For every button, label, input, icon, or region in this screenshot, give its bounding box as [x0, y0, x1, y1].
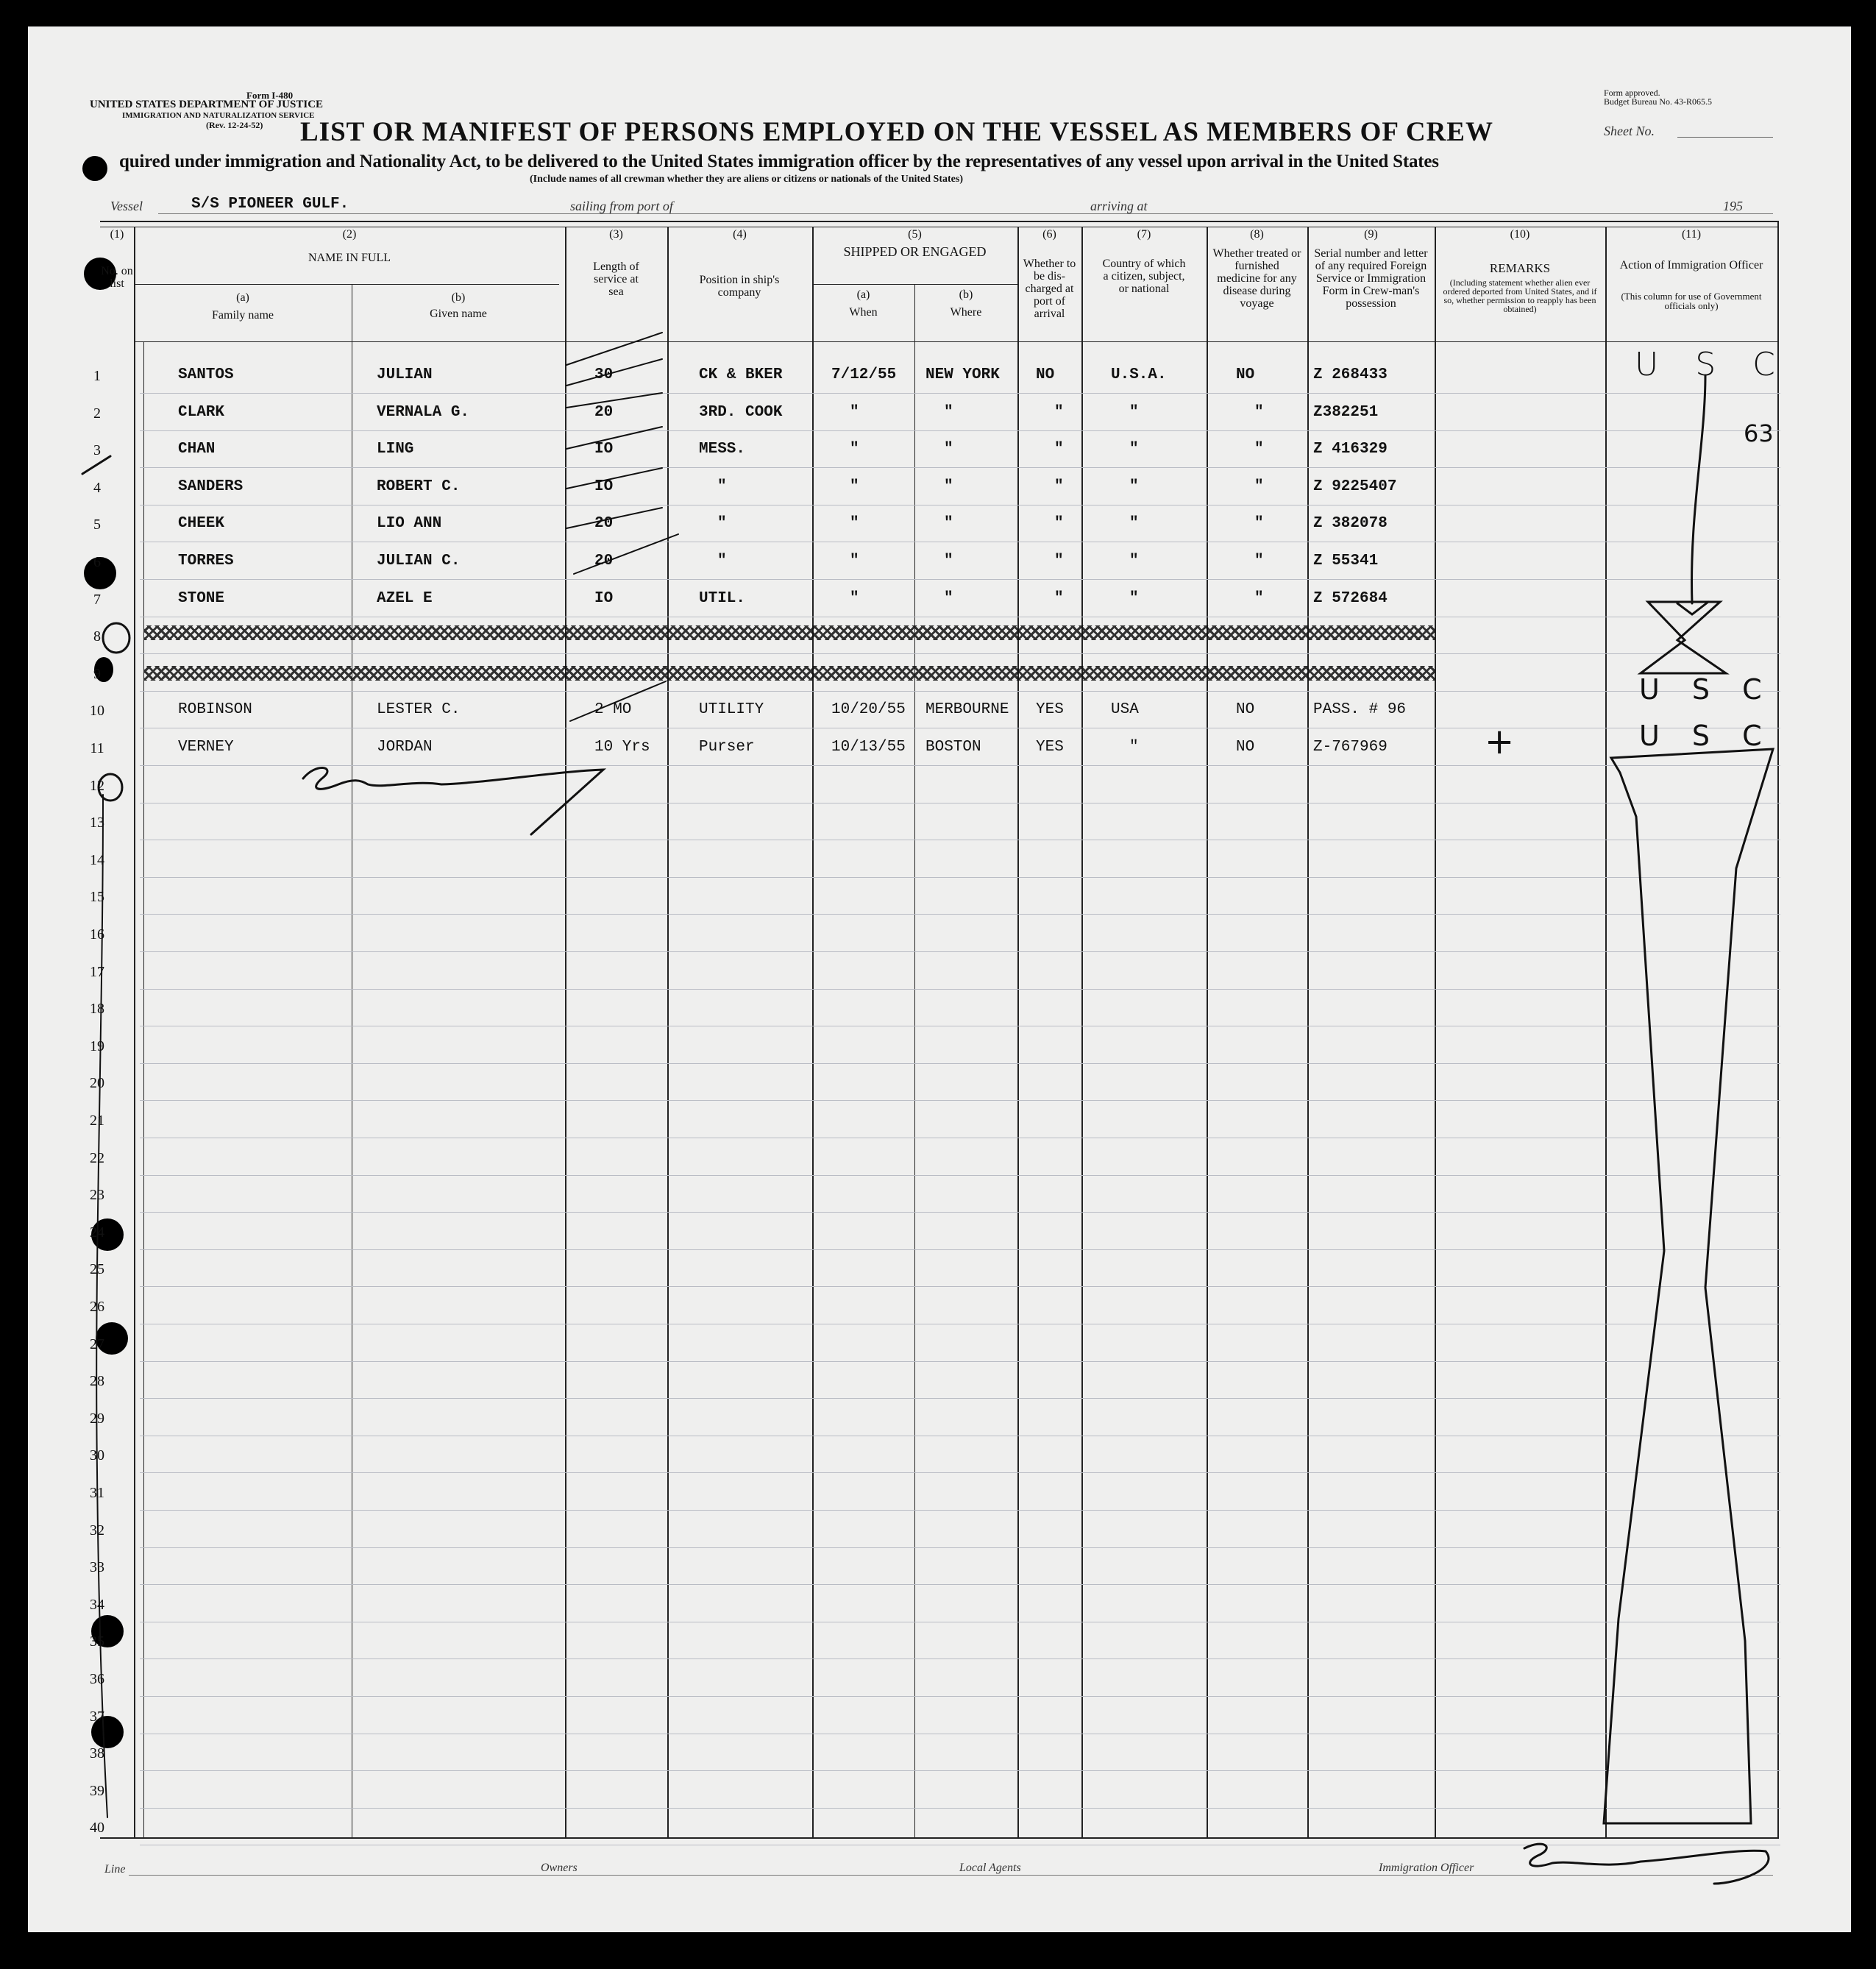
crew-position: " [717, 478, 727, 495]
crew-discharged: " [1054, 589, 1064, 607]
line-number: 36 [90, 1671, 104, 1687]
line-number: 23 [90, 1187, 104, 1204]
cross-mark: + [1485, 721, 1515, 762]
line-number: 13 [90, 815, 104, 831]
crew-given-name: JULIAN [377, 366, 433, 383]
crew-shipped-when: " [850, 515, 859, 533]
crew-family-name: CHAN [178, 441, 216, 458]
crew-discharged: " [1054, 553, 1064, 570]
col-8-number: (8) [1250, 228, 1264, 241]
col-2-number: (2) [342, 228, 357, 241]
col-6-header: Whether to be dis-charged at port of arrival [1023, 258, 1076, 320]
col-7-number: (7) [1137, 228, 1151, 241]
crew-discharged: " [1054, 441, 1064, 458]
line-number: 40 [90, 1820, 104, 1837]
line-number: 1 [93, 368, 101, 384]
crew-length-of-service: IO [594, 441, 614, 458]
col-4-header: Position in ship's company [699, 274, 780, 299]
col-1-header: No. on list [101, 265, 133, 290]
crew-medicine: " [1254, 478, 1264, 495]
line-number: 28 [90, 1373, 104, 1390]
footer-line-label: Line [104, 1863, 126, 1876]
line-number: 32 [90, 1522, 104, 1539]
crew-medicine: " [1254, 515, 1264, 533]
crew-country: " [1129, 478, 1139, 495]
col-10-number: (10) [1510, 228, 1530, 241]
crew-country: " [1129, 403, 1139, 421]
line-number: 18 [90, 1001, 104, 1018]
crew-country: " [1129, 739, 1139, 756]
crew-serial-number: Z 416329 [1313, 441, 1388, 458]
line-number: 19 [90, 1037, 104, 1054]
col-11-note: (This column for use of Government officials only) [1621, 291, 1762, 311]
vessel-label: Vessel [110, 199, 143, 213]
col-5b-number: (b) [959, 288, 973, 301]
crew-given-name: JORDAN [377, 739, 433, 756]
crew-medicine: NO [1236, 739, 1255, 756]
col-5b-header: Where [950, 306, 982, 319]
crew-shipped-where: " [944, 403, 953, 421]
line-number: 25 [90, 1261, 104, 1278]
vessel-name: S/S PIONEER GULF. [191, 196, 349, 213]
line-number: 6 [93, 554, 101, 570]
page-subtitle: quired under immigration and Nationality Act, to be delivered to the United States immigration officer by the representatives of any vessel upon arrival in the United States [119, 152, 1439, 171]
budget-bureau: Budget Bureau No. 43-R065.5 [1604, 96, 1712, 107]
crew-medicine: " [1254, 441, 1264, 458]
crew-discharged: NO [1036, 366, 1055, 383]
footer-officer-label: Immigration Officer [1379, 1862, 1474, 1874]
crew-serial-number: Z 9225407 [1313, 478, 1397, 495]
footer-owners-label: Owners [541, 1862, 578, 1874]
crew-serial-number: Z 572684 [1313, 589, 1388, 607]
line-number: 27 [90, 1335, 104, 1352]
line-number: 17 [90, 963, 104, 980]
line-number: 24 [90, 1224, 104, 1241]
crew-position: 3RD. COOK [699, 403, 783, 421]
line-number: 8 [93, 628, 101, 645]
col-10-note: (Including statement whether alien ever ordered deported from United States, and if so, whether permission to reapply has been obtained) [1443, 277, 1597, 314]
col-5a-header: When [849, 306, 878, 319]
crew-shipped-when: " [850, 478, 859, 495]
footer-agents-label: Local Agents [959, 1862, 1021, 1874]
revision-date: (Rev. 12-24-52) [206, 120, 263, 130]
crew-medicine: NO [1236, 701, 1255, 719]
form-number: Form I-480 [246, 90, 294, 101]
crew-family-name: CHEEK [178, 515, 225, 533]
crew-medicine: NO [1236, 366, 1255, 383]
line-number: 30 [90, 1447, 104, 1464]
line-number: 20 [90, 1075, 104, 1092]
col-2a-number: (a) [236, 291, 249, 304]
col-5a-number: (a) [856, 288, 870, 301]
crew-length-of-service: 2 MO [594, 701, 632, 719]
crew-shipped-when: " [850, 589, 859, 607]
crew-shipped-where: " [944, 589, 953, 607]
line-number: 5 [93, 517, 101, 533]
col-1-number: (1) [110, 228, 124, 241]
crew-serial-number: Z-767969 [1313, 739, 1388, 756]
crew-length-of-service: 30 [594, 366, 614, 383]
crew-shipped-where: " [944, 553, 953, 570]
crew-shipped-where: " [944, 478, 953, 495]
col-4-number: (4) [733, 228, 747, 241]
line-number: 14 [90, 851, 104, 868]
crew-position: MESS. [699, 441, 746, 458]
line-number: 38 [90, 1745, 104, 1762]
col-3-header: Length of service at sea [593, 260, 639, 298]
line-number: 16 [90, 926, 104, 943]
crew-length-of-service: 20 [594, 515, 614, 533]
crew-given-name: LESTER C. [377, 701, 461, 719]
crew-family-name: STONE [178, 589, 225, 607]
usc-mark-3: U S C [1639, 720, 1774, 752]
usc-mark-1: U S C [1635, 346, 1788, 383]
line-number: 35 [90, 1633, 104, 1650]
crew-country: USA [1111, 701, 1139, 719]
crew-family-name: ROBINSON [178, 701, 252, 719]
crew-shipped-when: 10/20/55 [831, 701, 906, 719]
crew-shipped-when: 10/13/55 [831, 739, 906, 756]
line-number: 2 [93, 405, 101, 422]
arriving-label: arriving at [1090, 199, 1148, 213]
crew-shipped-where: NEW YORK [925, 366, 1000, 383]
crew-position: " [717, 515, 727, 533]
sheet-label: Sheet No. [1604, 124, 1655, 138]
line-number: 11 [90, 740, 104, 756]
crew-position: CK & BKER [699, 366, 783, 383]
crew-country: " [1129, 441, 1139, 458]
crew-discharged: YES [1036, 701, 1064, 719]
col-2a-header: Family name [212, 309, 274, 322]
crew-length-of-service: IO [594, 478, 614, 495]
crew-position: UTIL. [699, 589, 746, 607]
col-6-number: (6) [1042, 228, 1056, 241]
col-9-header: Serial number and letter of any required Foreign Service or Immigration Form in Crew-man's possession [1314, 247, 1428, 310]
crew-given-name: LIO ANN [377, 515, 442, 533]
crew-country: U.S.A. [1111, 366, 1167, 383]
crew-length-of-service: 20 [594, 553, 614, 570]
crew-position: UTILITY [699, 701, 764, 719]
line-number: 12 [90, 777, 104, 794]
crew-serial-number: Z382251 [1313, 403, 1379, 421]
department-name: UNITED STATES DEPARTMENT OF JUSTICE [90, 99, 324, 110]
crew-family-name: SANTOS [178, 366, 234, 383]
crew-country: " [1129, 589, 1139, 607]
col-2-header: NAME IN FULL [308, 252, 391, 264]
page-title: LIST OR MANIFEST OF PERSONS EMPLOYED ON THE VESSEL AS MEMBERS OF CREW [300, 117, 1493, 147]
line-number: 29 [90, 1410, 104, 1427]
crew-serial-number: Z 268433 [1313, 366, 1388, 383]
crew-medicine: " [1254, 553, 1264, 570]
crew-given-name: AZEL E [377, 589, 433, 607]
crew-discharged: " [1054, 403, 1064, 421]
page-number-annotation: 63 [1744, 419, 1774, 447]
crew-shipped-when: " [850, 441, 859, 458]
col-8-header: Whether treated or furnished medicine for any disease during voyage [1212, 247, 1301, 310]
col-3-number: (3) [609, 228, 623, 241]
line-number: 37 [90, 1708, 104, 1725]
col-9-number: (9) [1364, 228, 1378, 241]
crew-discharged: " [1054, 478, 1064, 495]
crew-given-name: JULIAN C. [377, 553, 461, 570]
crew-serial-number: Z 382078 [1313, 515, 1388, 533]
sailing-label: sailing from port of [570, 199, 673, 213]
crew-length-of-service: IO [594, 589, 614, 607]
col-2b-header: Given name [430, 308, 487, 320]
line-number: 22 [90, 1149, 104, 1166]
col-2b-number: (b) [451, 291, 466, 304]
crew-given-name: VERNALA G. [377, 403, 470, 421]
crew-position: Purser [699, 739, 755, 756]
line-number: 7 [93, 591, 101, 608]
crew-family-name: TORRES [178, 553, 234, 570]
col-11-header: Action of Immigration Officer [1619, 259, 1763, 272]
crew-family-name: CLARK [178, 403, 225, 421]
include-note: (Include names of all crewman whether they are aliens or citizens or nationals of the United States) [530, 174, 963, 185]
crew-shipped-where: " [944, 515, 953, 533]
line-number: 31 [90, 1485, 104, 1501]
crew-given-name: LING [377, 441, 414, 458]
line-number: 26 [90, 1299, 104, 1315]
col-11-number: (11) [1681, 228, 1702, 241]
crew-discharged: YES [1036, 739, 1064, 756]
crew-medicine: " [1254, 403, 1264, 421]
crew-family-name: VERNEY [178, 739, 234, 756]
service-name: IMMIGRATION AND NATURALIZATION SERVICE [122, 111, 315, 120]
crew-shipped-where: MERBOURNE [925, 701, 1009, 719]
crew-position: " [717, 553, 727, 570]
line-number: 34 [90, 1596, 104, 1613]
crew-shipped-where: BOSTON [925, 739, 981, 756]
crew-shipped-where: " [944, 441, 953, 458]
col-5-number: (5) [908, 228, 922, 241]
line-number: 4 [93, 479, 101, 496]
crew-country: " [1129, 553, 1139, 570]
line-number: 10 [90, 703, 104, 720]
line-number: 15 [90, 889, 104, 906]
line-number: 3 [93, 442, 101, 459]
crew-country: " [1129, 515, 1139, 533]
usc-mark-2: U S C [1639, 673, 1774, 706]
col-7-header: Country of which a citizen, subject, or national [1102, 258, 1186, 295]
col-5-header: SHIPPED OR ENGAGED [843, 244, 987, 259]
form-approved: Form approved. [1604, 88, 1660, 98]
crew-given-name: ROBERT C. [377, 478, 461, 495]
crew-shipped-when: " [850, 553, 859, 570]
crew-shipped-when: 7/12/55 [831, 366, 897, 383]
line-number: 33 [90, 1559, 104, 1576]
line-number: 9 [93, 665, 101, 682]
crew-shipped-when: " [850, 403, 859, 421]
crew-serial-number: Z 55341 [1313, 553, 1379, 570]
crew-family-name: SANDERS [178, 478, 244, 495]
year-label: 195 [1723, 199, 1743, 213]
col-10-header: REMARKS [1489, 261, 1551, 275]
line-number: 39 [90, 1782, 104, 1799]
crew-discharged: " [1054, 515, 1064, 533]
crew-length-of-service: 10 Yrs [594, 739, 650, 756]
crew-medicine: " [1254, 589, 1264, 607]
line-number: 21 [90, 1113, 104, 1129]
crew-length-of-service: 20 [594, 403, 614, 421]
crew-serial-number: PASS. # 96 [1313, 701, 1407, 719]
